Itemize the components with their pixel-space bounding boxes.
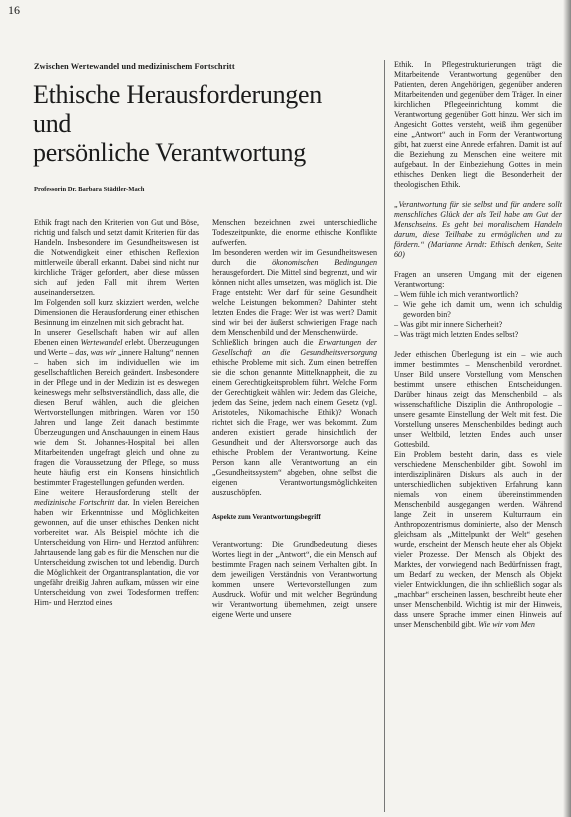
text-run: erlebt. Überzeugungen und Werte – [34,338,199,357]
text-run: Im besonderen werden wir im Gesundheitswesen durch die [212,248,377,267]
quote [394,200,562,260]
text-run: Ein Problem besteht darin, dass es viele verschiedene Menschenbilder gibt. Sowohl im interdisziplinären Diskurs als auch in der unterschiedlichen subjektiven Erfahrung kann niemals von einem übereinstimmenden Menschenbild ausgegangen werden. Während lange Zeit in unserem Kulturraum ein Anthropozentrismus dominierte, also der Mensch gleichsam als „Mittelpunkt der Welt“ gesehen wurde, erscheint der Mensch heute eher als Objekt vieler Prozesse. Der Mensch als Objekt des Marktes, der vorwiegend nach Bedürfnissen fragt, um Bedarf zu wecken, der Mensch als Objekt vieler Entwicklungen, die ihn schließlich sogar als „machbar“ erscheinen lassen, beschreibt heute eher unser Menschenbild. Wichtig ist mir der Hinweis, dass unsere Sprache immer einen Hinweis auf unser Menschenbild gibt. [394,450,562,629]
paragraph: Verantwortung: Die Grundbedeutung dieses Wortes liegt in der „Antwort“, die ein Mensch auf bestimmte Fragen nach seinem Verhalten gibt. In dem jeweiligen Verständnis von Verantwortung kommen unsere Wertevorstellungen zum Ausdruck. Wofür und mit welcher Begründung wir Verantwortung übernehmen, zeigt unsere eigene Werte und unsere [212,540,377,619]
scan-edge-shadow [563,0,571,817]
list-item: – Wem fühle ich mich verantwortlich? [394,290,519,299]
list-item: – Was gibt mir innere Sicherheit? [394,320,503,329]
subheading: Aspekte zum Verantwortungsbegriff [212,513,321,521]
emphasis: ökonomischen Bedingungen [272,258,377,267]
page-number: 16 [8,3,20,17]
emphasis: das, was wir [75,348,117,357]
paragraph [394,450,562,630]
quote-text: „Verantwortung für sie selbst und für andere sollt menschliches Glück der als Teil habe am Gut der Menschseins. Es geht bei moralischem Handeln darum, diese Teilhabe zu ermöglichen und zu fördern.“ (Marianne Arndt: Ethisch denken, Seite 60) [394,200,562,259]
question-list [394,290,562,340]
author-byline: Professorin Dr. Barbara Städtler-Mach [34,186,145,193]
paragraph [212,338,377,498]
text-run: Eine weitere Herausforderung stellt der [34,488,199,497]
paragraph: Fragen an unseren Umgang mit der eigenen Verantwortung: [394,270,562,289]
text-run: herausgefordert. Die Mittel sind begrenzt, und wir können nicht alles umsetzen, was möglich ist. Die Frage entsteht: Wer darf für seine Gesundheit welche Leistungen bekommen? Dahinter steht letzten Endes die Frage: Wer ist was wert? Damit sind wir bei der äußerst schwierigen Frage nach dem Menschenbild und der Menschenwürde. [212,268,377,337]
paragraph: Im Folgenden soll kurz skizziert werden, welche Dimensionen die Herausforderung einer ethischen Besinnung im einzelnen mit sich gebracht hat. [34,298,199,327]
text-run: ethische Probleme mit sich. Zum einen betreffen sie die schon genannte Mittelknappheit, die zu einem Gerechtigkeitsproblem führt. Welche Form der Gerechtigkeit wählen wir: Jedem das Gleiche, jedem das Seine, jedem nach einem Gesetz (vgl. Aristoteles, Nikomachische Ethik)? Wonach richtet sich die Frage, wer was bekommt. Zum anderen existiert gerade hinsichtlich der Gesundheit und der Altersvorsorge auch das ethische Problem der Verantwortung. Keine Person kann alle Verantwortung an ein „Gesundheitssystem“ abgeben, ohne selbst die eigenen Verantwortungsmöglichkeiten auszuschöpfen. [212,358,377,497]
text-run: Schließlich bringen auch die [212,338,319,347]
emphasis: Wie wir vom Men [478,620,535,629]
paragraph [34,328,199,488]
title-line-3: persönliche Verantwortung [33,138,306,167]
text-run: In unserer Gesellschaft haben wir auf allen Ebenen einen [34,328,199,347]
list-item: – Was trägt mich letzten Endes selbst? [394,330,519,339]
emphasis: Wertewandel [80,338,123,347]
column-left [34,218,199,810]
paragraph [34,488,199,608]
text-run: dar. In vielen Bereichen haben wir Erkenntnisse und Möglichkeiten gewonnen, auf die unser ethisches Denken nicht vorbereitet war. Als Beispiel möchte ich die Unterscheidung von Hirn- und Herztod anführen: Jahrtausende lang gab es für die Menschen nur die Unterscheidung zwischen tot und lebendig. Durch die Möglichkeit der Organtransplantation, die vor ungefähr dreißig Jahren aufkam, müssen wir eine Unterscheidung von zwei Todesformen treffen: Hirn- und Herztod eines [34,498,199,607]
column-middle [212,218,377,790]
paragraph: Jeder ethischen Überlegung ist ein – wie auch immer bestimmtes – Menschenbild verordnet. Unser Bild unsere Vorstellung vom Menschen bestimmt unsere ethischen Entscheidungen. Darüber hinaus zeigt das Menschenbild – als wissenschaftliche Disziplin die Anthropologie – unsere gesamte Einstellung der Welt mit fest. Die Vorstellung unseres Menschenbildes bedingt auch unser Weltbild, letzten Endes auch unser Gottesbild. [394,350,562,449]
emphasis: Erwartungen der Gesellschaft an die Gesundheitsversorgung [212,338,377,357]
list-item: – Wie gehe ich damit um, wenn ich schuldig geworden bin? [394,300,562,319]
title-line-2: und [33,109,72,138]
title-line-1: Ethische Herausforderungen [33,80,322,109]
paragraph: Menschen bezeichnen zwei unterschiedliche Todeszeitpunkte, die enorme ethische Konflikte aufwerfen. [212,218,377,247]
emphasis: medizinische Fortschritt [34,498,115,507]
article-title [33,80,373,167]
paragraph: Ethik. In Pflegestrukturierungen trägt die Mitarbeitende Verantwortung gegenüber den Patienten, deren Angehörigen, gegenüber anderen Mitarbeitenden und gegenüber dem Träger. In einer kirchlichen Pflegeeinrichtung kommt die Verantwortung gegenüber Gott hinzu. Wer sich im Angesicht Gottes versteht, weiß ihm gegenüber eine „Antwort“ auch in Form der Verantwortung gibt, hat zuerst eine Anrede erfahren. Damit ist auf die Beziehung zu Menschen eine weitere mit aufgebaut. In der Einbeziehung Gottes in mein ethisches Denken liegt die Besonderheit der theologischen Ethik. [394,60,562,189]
text-run: „innere Haltung“ nennen – haben sich im individuellen wie im gesellschaftlichen Bereich geändert. Insbesondere in der Pflege und in der Medizin ist es deswegen keineswegs mehr selbstverständlich, dass alle, die diesen Beruf wählen, auch die gleichen Wertvorstellungen mitbringen. Waren vor 150 Jahren und lange Zeit danach bestimmte Überzeugungen und Anschauungen in einem Haus wie dem St. Johannes-Hospital bei allen Mitarbeitenden ungefragt gleich und ohne zu fragen die Voraussetzung der Pflege, so muss heute häufig erst ein Konsens hinsichtlich bestimmter Fragestellungen gefunden werden. [34,348,199,487]
paragraph: Ethik fragt nach den Kriterien von Gut und Böse, richtig und falsch und setzt damit Kriterien für das Handeln. Insbesondere im Gesundheitswesen ist die Notwendigkeit einer ethischen Reflexion mittlerweile überall erkannt. Dabei sind nicht nur kirchliche Träger gefordert, aber diese müssen sich auf jeden Fall mit ihrem Werten auseinandersetzen. [34,218,199,297]
section-rubric: Zwischen Wertewandel und medizinischem Fortschritt [34,62,235,71]
column-right [394,60,562,810]
column-divider [384,60,385,812]
paragraph [212,248,377,338]
